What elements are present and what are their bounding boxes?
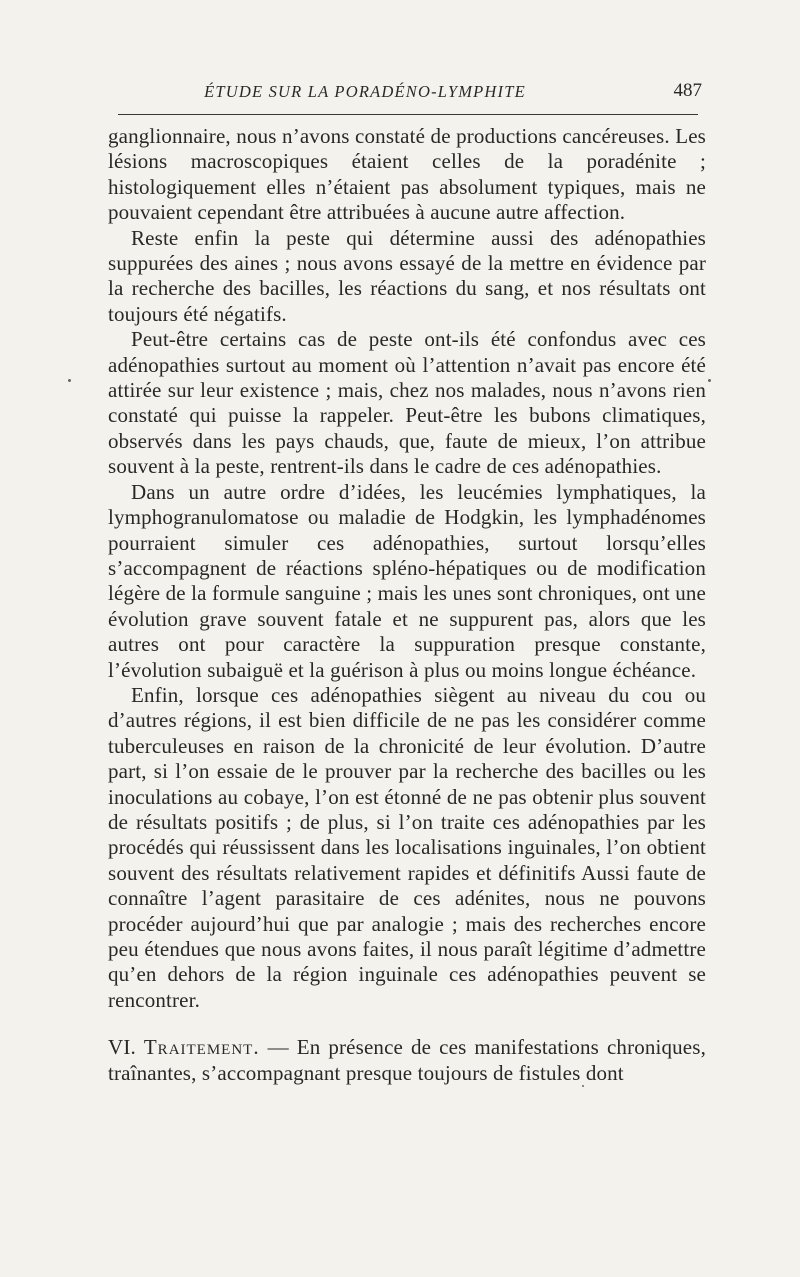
page-number: 487 xyxy=(673,80,702,101)
section-traitement xyxy=(108,1035,706,1086)
margin-speck xyxy=(68,379,71,382)
margin-speck xyxy=(708,379,711,382)
paragraph-peut-etre: Peut-être certains cas de peste ont-ils été confondus avec ces adénopathies surtout au moment où l’attention n’avait pas encore été attirée sur leur existence ; mais, chez nos malades, nous n’avons rien constaté qui puisse la rappeler. Peut-être les bubons climatiques, observés dans les pays chauds, que, faute de mieux, l’on attribue souvent à la peste, rentrent-ils dans le cadre de ces adénopathies. xyxy=(108,327,706,479)
paragraph-continuation: ganglionnaire, nous n’avons constaté de productions cancéreuses. Les lésions macroscopiques étaient celles de la poradénite ; histologiquement elles n’étaient pas absolument typiques, mais ne pouvaient cependant être attribuées à aucune autre affection. xyxy=(108,124,706,225)
paragraph-leucemies: Dans un autre ordre d’idées, les leucémies lymphatiques, la lymphogranulomatose ou maladie de Hodgkin, les lymphadénomes pourraient simuler ces adénopathies, surtout lorsqu’elles s’accompagnent de réactions spléno-hépatiques ou de modification légère de la formule sanguine ; mais les unes sont chroniques, ont une évolution grave souvent fatale et ne suppurent pas, alors que les autres ont pour caractère la suppuration presque constante, l’évolution subaiguë et la guérison à plus ou moins longue échéance. xyxy=(108,479,706,682)
section-text: En présence de ces manifestations chroniques, traînantes, s’accompagnant presque toujours de fistules dont xyxy=(108,1035,706,1085)
header-rule xyxy=(118,114,698,115)
paragraph-enfin: Enfin, lorsque ces adénopathies siègent au niveau du cou ou d’autres régions, il est bien difficile de ne pas les considérer comme tuberculeuses en raison de la chronicité de leur évolution. D’autre part, si l’on essaie de le prouver par la recherche des bacilles ou les inoculations au cobaye, l’on est étonné de ne pas obtenir plus souvent de résultats positifs ; de plus, si l’on traite ces adénopathies par les procédés qui réussissent dans les localisations inguinales, l’on obtient souvent des résultats relativement rapides et définitifs Aussi faute de connaître l’agent parasitaire de ces adénites, nous ne pouvons procéder aujourd’hui que par analogie ; mais des recherches encore peu étendues que nous avons faites, il nous paraît légitime d’admettre qu’en dehors de la région inguinale ces adénopathies peuvent se rencontrer. xyxy=(108,682,706,1012)
section-number: VI. xyxy=(108,1035,136,1060)
body-text xyxy=(108,124,706,1086)
section-dash: — xyxy=(267,1035,289,1060)
running-head xyxy=(110,80,710,108)
margin-speck xyxy=(582,1085,584,1087)
paragraph-peste: Reste enfin la peste qui détermine aussi des adénopathies suppurées des aines ; nous avons essayé de la mettre en évidence par la recherche des bacilles, les réactions du sang, et nos résultats ont toujours été négatifs. xyxy=(108,225,706,326)
section-heading: Traitement. xyxy=(143,1035,260,1060)
running-title: ÉTUDE SUR LA PORADÉNO-LYMPHITE xyxy=(204,82,526,101)
